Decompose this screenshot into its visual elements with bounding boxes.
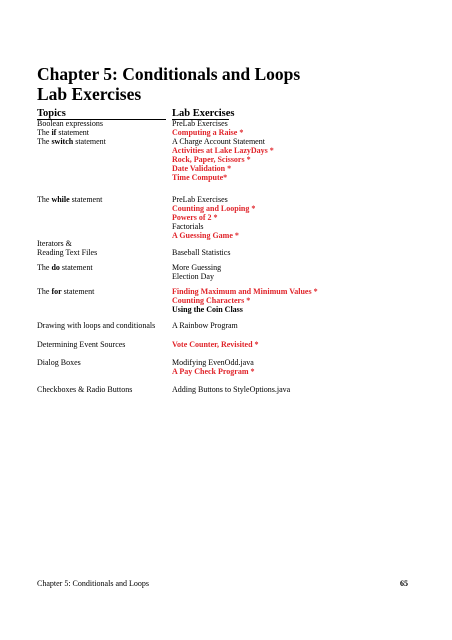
lab-list [172,358,255,376]
topic-cell: Determining Event Sources [37,340,126,349]
topic-keyword: while [51,195,70,204]
lab-item: A Guessing Game * [172,231,239,240]
lab-item: Counting Characters * [172,296,251,305]
lab-exercises-header: Lab Exercises [172,108,235,119]
page-footer-chapter: Chapter 5: Conditionals and Loops [37,579,149,588]
topic-text: statement [69,195,103,204]
topics-header: Topics [37,108,66,119]
chapter-title-line1: Chapter 5: Conditionals and Loops [37,64,301,84]
lab-item: Rock, Paper, Scissors * [172,155,251,164]
lab-item: PreLab Exercises [172,195,228,204]
topic-keyword: for [51,287,62,296]
topic-text: Reading Text Files [37,248,98,257]
topic-text: The [37,263,52,272]
topic-keyword: if [51,128,57,137]
lab-item: A Pay Check Program * [172,367,255,376]
lab-list [172,195,255,240]
topic-keyword: do [51,263,60,272]
lab-item: Finding Maximum and Minimum Values * [172,287,318,296]
topic-cell [37,263,93,272]
lab-list [172,263,221,281]
lab-list [172,287,318,314]
topic-text: The [37,128,52,137]
lab-item: Powers of 2 * [172,213,218,222]
chapter-title [37,64,300,104]
lab-item: A Rainbow Program [172,321,238,330]
lab-item: Adding Buttons to StyleOptions.java [172,385,291,394]
lab-item: A Charge Account Statement [172,137,265,146]
topic-text: statement [59,263,93,272]
topic-text: The [37,195,52,204]
topic-cell [37,119,106,146]
chapter-title-line2: Lab Exercises [37,84,142,104]
lab-item: Activities at Lake LazyDays * [172,146,274,155]
topic-cell [37,239,97,257]
lab-list [172,248,230,257]
lab-item: Time Compute* [172,173,228,182]
topic-text: The [37,287,52,296]
lab-list [172,119,274,182]
topic-text: Iterators & [37,239,72,248]
topic-cell [37,287,94,296]
topic-text: The [37,137,52,146]
topic-text: statement [73,137,106,146]
topic-cell [37,195,102,204]
lab-list [172,321,238,330]
topic-cell: Dialog Boxes [37,358,81,367]
lab-item: More Guessing [172,263,222,272]
lab-item: Election Day [172,272,214,281]
page-number: 65 [400,579,408,588]
topic-text: statement [56,128,89,137]
lab-item: Date Validation * [172,164,232,173]
lab-list [172,385,290,394]
lab-item: PreLab Exercises [172,119,228,128]
topic-text: Boolean expressions [37,119,103,128]
lab-item: Baseball Statistics [172,248,231,257]
topic-keyword: switch [51,137,74,146]
lab-item: Counting and Looping * [172,204,256,213]
topic-text: statement [61,287,95,296]
lab-list [172,340,259,349]
topic-cell: Checkboxes & Radio Buttons [37,385,133,394]
topic-cell: Drawing with loops and conditionals [37,321,156,330]
lab-item: Vote Counter, Revisited * [172,340,259,349]
lab-item: Modifying EvenOdd.java [172,358,254,367]
lab-item: Computing a Raise * [172,128,244,137]
lab-item: Factorials [172,222,204,231]
lab-item: Using the Coin Class [172,305,243,314]
